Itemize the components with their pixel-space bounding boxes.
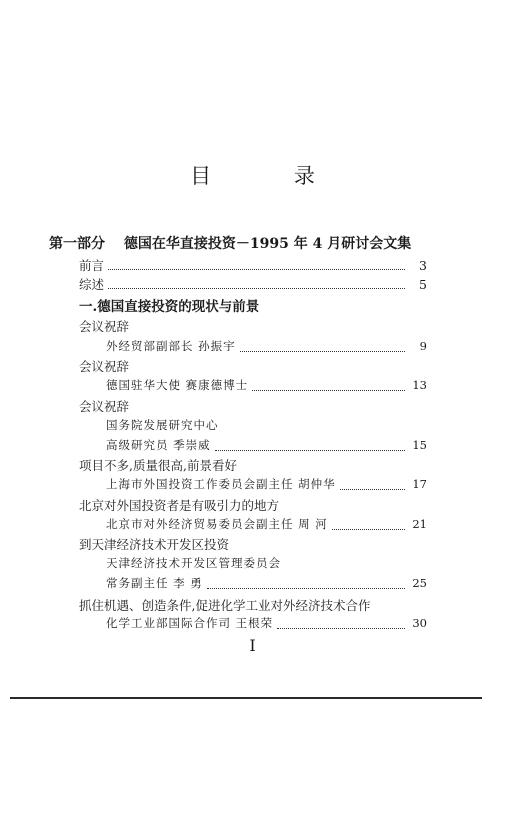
leader-dots <box>108 260 405 270</box>
toc-subheading: 天津经济技术开发区管理委员会 <box>106 556 281 570</box>
toc-page-number: 5 <box>419 277 427 292</box>
page-title: 目 录 <box>190 164 353 188</box>
toc-entry-preface <box>79 256 427 274</box>
part-title: 德国在华直接投资－1995 年 4 月研讨会文集 <box>123 236 412 252</box>
part-heading <box>49 233 495 253</box>
toc-entry-text: 德国驻华大使 赛康德博士 <box>106 378 249 392</box>
toc-entry <box>106 338 427 356</box>
toc-page-number: 9 <box>419 339 427 353</box>
toc-heading: 会议祝辞 <box>79 319 130 334</box>
toc-heading: 项目不多,质量很高,前景看好 <box>79 458 237 473</box>
toc-entry <box>106 437 427 455</box>
toc-page-number: 3 <box>419 258 427 273</box>
leader-dots <box>332 520 405 530</box>
toc-entry <box>106 476 427 494</box>
leader-dots <box>277 619 405 629</box>
toc-entry-text: 外经贸部副部长 孙振宇 <box>106 339 236 353</box>
leader-dots <box>207 579 405 589</box>
leader-dots <box>340 480 405 490</box>
toc-entry <box>106 377 427 395</box>
toc-entry <box>106 516 427 534</box>
toc-page-number: 13 <box>412 378 427 392</box>
toc-entry-text: 高级研究员 季崇威 <box>106 438 211 452</box>
toc-entry-text: 北京市对外经济贸易委员会副主任 周 河 <box>106 517 328 531</box>
toc-page-number: 15 <box>412 438 427 452</box>
toc-entry-overview <box>79 275 427 293</box>
toc-page-number: 21 <box>412 517 427 531</box>
toc-entry-text: 上海市外国投资工作委员会副主任 胡仲华 <box>106 477 336 491</box>
toc-entry-text: 前言 <box>79 258 105 273</box>
toc-entry <box>106 615 427 633</box>
toc-heading: 抓住机遇、创造条件,促进化学工业对外经济技术合作 <box>79 598 371 613</box>
toc-page-number: 17 <box>412 477 427 491</box>
toc-heading: 到天津经济技术开发区投资 <box>79 537 230 552</box>
toc-heading: 会议祝辞 <box>79 359 130 374</box>
toc-entry-text: 化学工业部国际合作司 王根荣 <box>106 616 274 630</box>
toc-page-number: 30 <box>412 616 427 630</box>
toc-heading: 北京对外国投资者是有吸引力的地方 <box>79 498 280 513</box>
toc-entry <box>106 575 427 593</box>
leader-dots <box>108 279 405 289</box>
toc-entry-text: 常务副主任 李 勇 <box>106 576 203 590</box>
page-number: I <box>249 636 256 655</box>
leader-dots <box>215 441 405 451</box>
toc-entry-text: 综述 <box>79 277 105 292</box>
toc-subheading: 国务院发展研究中心 <box>106 418 219 432</box>
leader-dots <box>240 342 405 352</box>
toc-page-number: 25 <box>412 576 427 590</box>
leader-dots <box>252 381 405 391</box>
section-heading: 一.德国直接投资的现状与前景 <box>79 299 260 315</box>
part-label: 第一部分 <box>49 236 105 252</box>
toc-heading: 会议祝辞 <box>79 399 130 414</box>
page-edge-line <box>10 697 482 699</box>
